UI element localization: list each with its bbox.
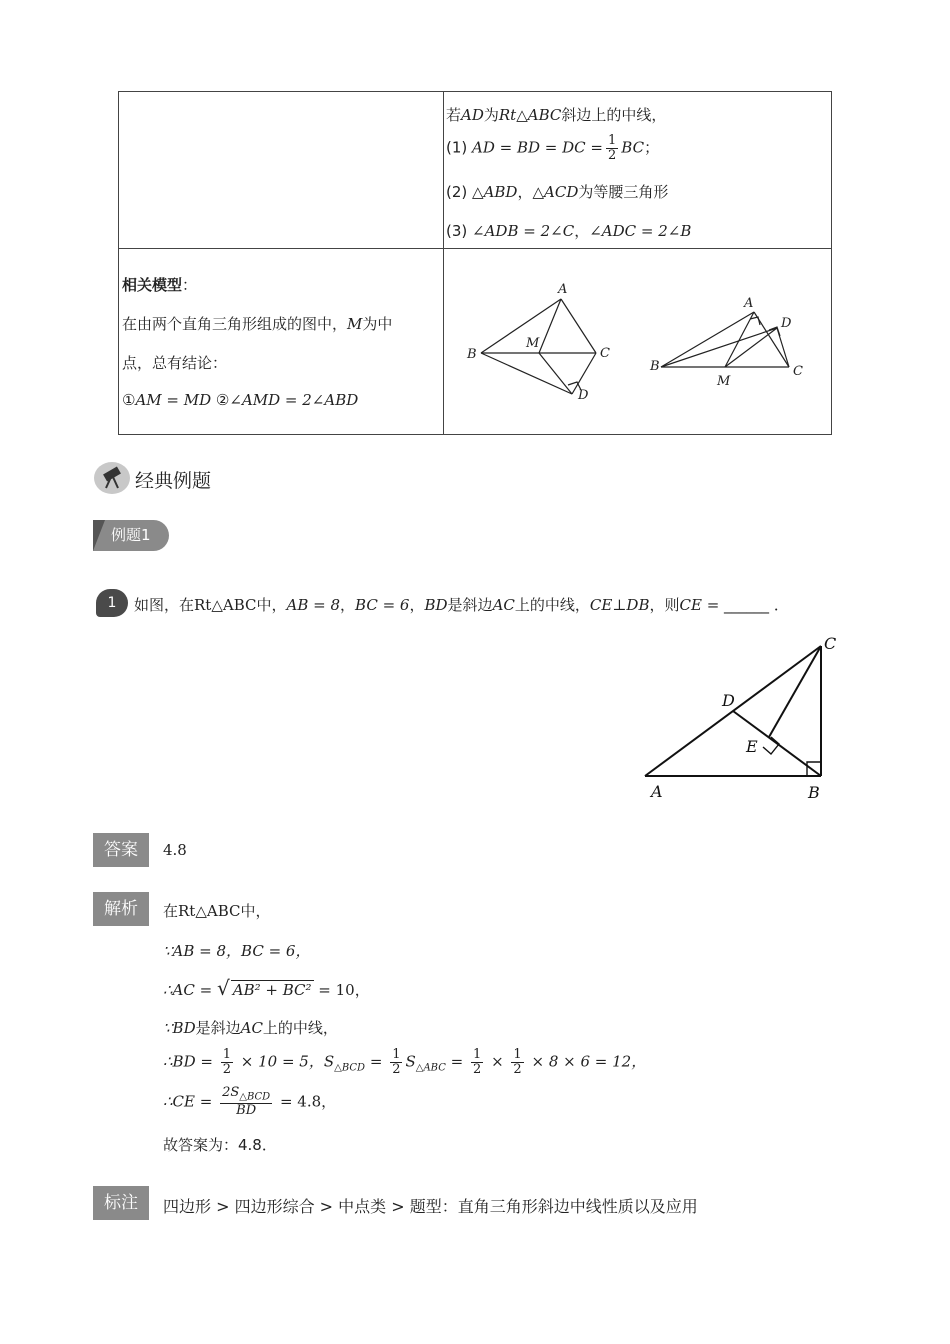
answer-blank[interactable]: ______ bbox=[724, 596, 770, 614]
property-2: (2) △ABD，△ACD为等腰三角形 bbox=[446, 183, 669, 201]
label-c: C bbox=[824, 634, 837, 653]
model-line-1: 在由两个直角三角形组成的图中，M为中 bbox=[122, 315, 393, 333]
analysis-line-2: ∵AB = 8，BC = 6， bbox=[163, 942, 311, 960]
question-text: 如图，在Rt△ABC中，AB = 8，BC = 6，BD是斜边AC上的中线，CE⊥DB，则CE = ______ ． bbox=[134, 596, 789, 614]
answer-label: 答案 bbox=[93, 833, 149, 867]
analysis-line-4: ∵BD是斜边AC上的中线， bbox=[163, 1019, 338, 1037]
question-number: 1 bbox=[96, 589, 128, 617]
model-figures bbox=[444, 249, 832, 435]
fig1-label-c: C bbox=[600, 346, 610, 361]
theorem-table bbox=[118, 91, 832, 435]
model-title: 相关模型： bbox=[122, 276, 198, 294]
answer-value: 4.8 bbox=[163, 841, 187, 859]
analysis-line-3: ∴AC = √ AB² + BC² = 10， bbox=[163, 976, 370, 1000]
model-line-2: 点，总有结论： bbox=[122, 354, 228, 372]
analysis-line-7: 故答案为：4.8． bbox=[163, 1136, 277, 1154]
tag-label: 标注 bbox=[93, 1186, 149, 1220]
analysis-label: 解析 bbox=[93, 892, 149, 926]
tag-path: 四边形 > 四边形综合 > 中点类 > 题型：直角三角形斜边中线性质以及应用 bbox=[163, 1197, 698, 1216]
label-a: A bbox=[651, 782, 663, 801]
property-3: (3) ∠ADB = 2∠C，∠ADC = 2∠B bbox=[446, 222, 692, 240]
fig2-label-c: C bbox=[793, 364, 803, 379]
label-d: D bbox=[722, 691, 735, 710]
analysis-line-1: 在Rt△ABC中， bbox=[163, 902, 271, 920]
model-line-3: ①AM = MD ②∠AMD = 2∠ABD bbox=[122, 391, 359, 409]
fig2-label-b: B bbox=[650, 359, 660, 374]
telescope-icon bbox=[94, 462, 130, 494]
section-title: 经典例题 bbox=[135, 470, 212, 492]
fig2-label-a: A bbox=[744, 296, 754, 311]
fig1-label-a: A bbox=[558, 282, 568, 297]
fig2-label-m: M bbox=[717, 374, 731, 389]
property-1: (1) AD = BD = DC = $\frac{1}{2}$ BC； bbox=[446, 133, 660, 163]
example-tag: 例题1 bbox=[93, 520, 169, 551]
figure-2 bbox=[661, 312, 789, 367]
question-figure bbox=[630, 630, 850, 810]
fig1-label-b: B bbox=[467, 347, 477, 362]
fig1-label-m: M bbox=[526, 336, 540, 351]
median-intro: 若AD为Rt△ABC斜边上的中线， bbox=[446, 106, 667, 124]
fig2-label-d: D bbox=[781, 316, 792, 331]
label-e: E bbox=[746, 737, 758, 756]
label-b: B bbox=[808, 783, 820, 802]
fig1-label-d: D bbox=[578, 388, 589, 403]
analysis-line-6: ∴CE = $\frac{2S_{\triangle BCD}}{BD}$ = 4.8， bbox=[163, 1085, 337, 1119]
analysis-line-5: ∴BD = $\frac{1}{2}$ × 10 = 5，$S_{\triangle BCD}$ = $\frac{1}{2}$ $S_{\triangle ABC}$ = $\frac{1}{2}$ × $\frac{1}{2}$ × 8 × 6 = 12， bbox=[163, 1047, 647, 1077]
